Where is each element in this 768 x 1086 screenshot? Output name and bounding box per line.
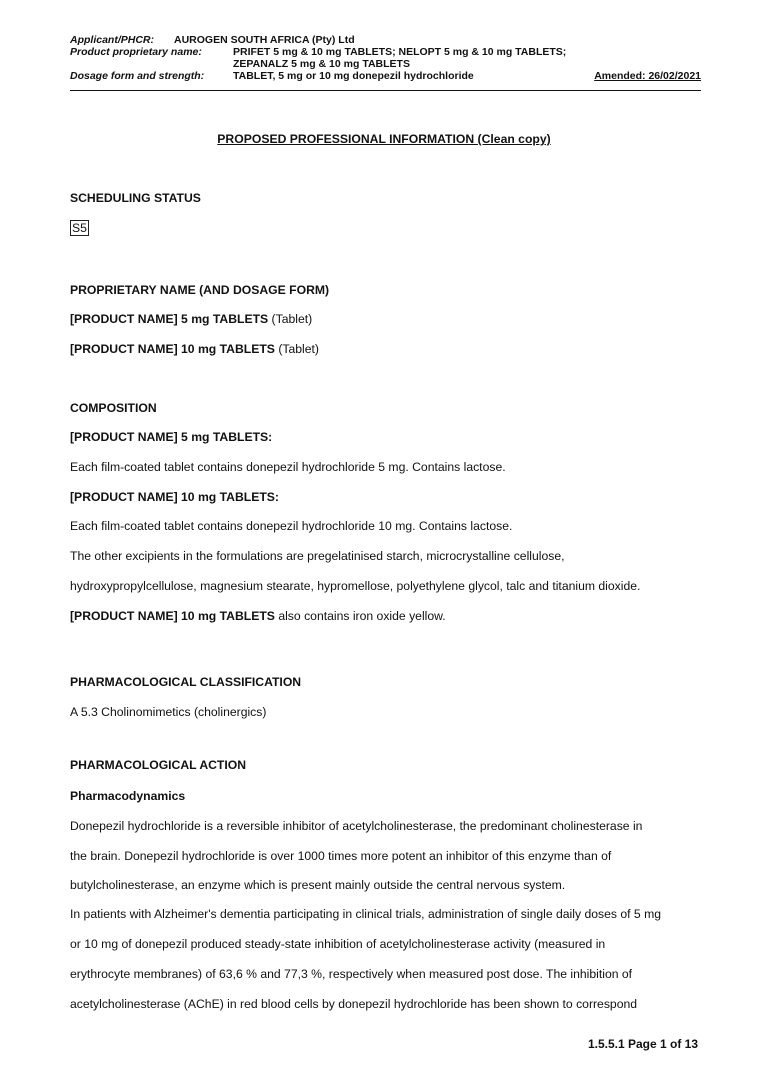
composition-iron-oxide-line	[70, 609, 446, 624]
scheduling-heading: SCHEDULING STATUS	[70, 191, 201, 205]
applicant-row	[70, 34, 701, 46]
amended-date: Amended: 26/02/2021	[594, 70, 701, 82]
action-paragraph-line: Donepezil hydrochloride is a reversible inhibitor of acetylcholinesterase, the predominant cholinesterase in	[70, 819, 643, 833]
action-paragraph-line: acetylcholinesterase (AChE) in red blood cells by donepezil hydrochloride has been shown to correspond	[70, 997, 638, 1011]
pharmacodynamics-subheading: Pharmacodynamics	[70, 789, 186, 803]
composition-10mg-text: Each film-coated tablet contains donepezil hydrochloride 10 mg. Contains lactose.	[70, 519, 513, 533]
product-name-row	[70, 46, 701, 58]
composition-excipients-line-1: The other excipients in the formulations are pregelatinised starch, microcrystalline cellulose,	[70, 549, 565, 563]
proprietary-5mg-form: (Tablet)	[268, 312, 313, 326]
composition-excipients-line-2: hydroxypropylcellulose, magnesium stearate, hypromellose, polyethylene glycol, talc and titanium dioxide.	[70, 579, 641, 593]
action-heading: PHARMACOLOGICAL ACTION	[70, 758, 247, 772]
proprietary-10mg-form: (Tablet)	[274, 342, 319, 356]
classification-heading: PHARMACOLOGICAL CLASSIFICATION	[70, 675, 302, 689]
action-paragraph-line: butylcholinesterase, an enzyme which is present mainly outside the central nervous system.	[70, 878, 566, 892]
composition-5mg-subheading: [PRODUCT NAME] 5 mg TABLETS:	[70, 430, 273, 444]
document-header	[70, 34, 701, 82]
composition-10mg-subheading: [PRODUCT NAME] 10 mg TABLETS:	[70, 490, 279, 504]
proprietary-line-5mg	[70, 312, 312, 327]
header-divider	[70, 90, 701, 91]
composition-heading: COMPOSITION	[70, 401, 157, 415]
product-name-value: PRIFET 5 mg & 10 mg TABLETS; NELOPT 5 mg & 10 mg TABLETS;	[233, 46, 567, 58]
applicant-label: Applicant/PHCR:	[70, 34, 154, 46]
page-number-footer: 1.5.5.1 Page 1 of 13	[587, 1037, 698, 1051]
proprietary-heading: PROPRIETARY NAME (AND DOSAGE FORM)	[70, 283, 330, 297]
dosage-label: Dosage form and strength:	[70, 70, 205, 82]
proprietary-10mg-name: [PRODUCT NAME] 10 mg TABLETS	[70, 342, 275, 356]
action-paragraph-line: or 10 mg of donepezil produced steady-state inhibition of acetylcholinesterase activity (measured in	[70, 937, 606, 951]
product-name-row-2	[70, 58, 701, 70]
dosage-value: TABLET, 5 mg or 10 mg donepezil hydrochloride	[233, 70, 474, 82]
scheduling-value-line	[70, 221, 89, 236]
composition-10mg-name: [PRODUCT NAME] 10 mg TABLETS	[70, 609, 275, 623]
proprietary-5mg-name: [PRODUCT NAME] 5 mg TABLETS	[70, 312, 269, 326]
action-paragraph-line: In patients with Alzheimer's dementia participating in clinical trials, administration of single daily doses of 5 mg	[70, 907, 661, 921]
action-paragraph-line: erythrocyte membranes) of 63,6 % and 77,3 %, respectively when measured post dose. The inhibition of	[70, 967, 633, 981]
composition-5mg-text: Each film-coated tablet contains donepezil hydrochloride 5 mg. Contains lactose.	[70, 460, 506, 474]
classification-text: A 5.3 Cholinomimetics (cholinergics)	[70, 705, 267, 719]
product-name-label: Product proprietary name:	[70, 46, 202, 58]
action-paragraph-line: the brain. Donepezil hydrochloride is over 1000 times more potent an inhibitor of this enzyme than of	[70, 849, 612, 863]
scheduling-status-badge: S5	[72, 221, 87, 235]
proprietary-line-10mg	[70, 342, 319, 357]
product-name-value-2: ZEPANALZ 5 mg & 10 mg TABLETS	[233, 58, 410, 70]
document-title: PROPOSED PROFESSIONAL INFORMATION (Clean copy)	[217, 132, 551, 146]
composition-iron-oxide-text: also contains iron oxide yellow.	[274, 609, 446, 623]
applicant-value: AUROGEN SOUTH AFRICA (Pty) Ltd	[174, 34, 355, 46]
dosage-row	[70, 70, 701, 82]
